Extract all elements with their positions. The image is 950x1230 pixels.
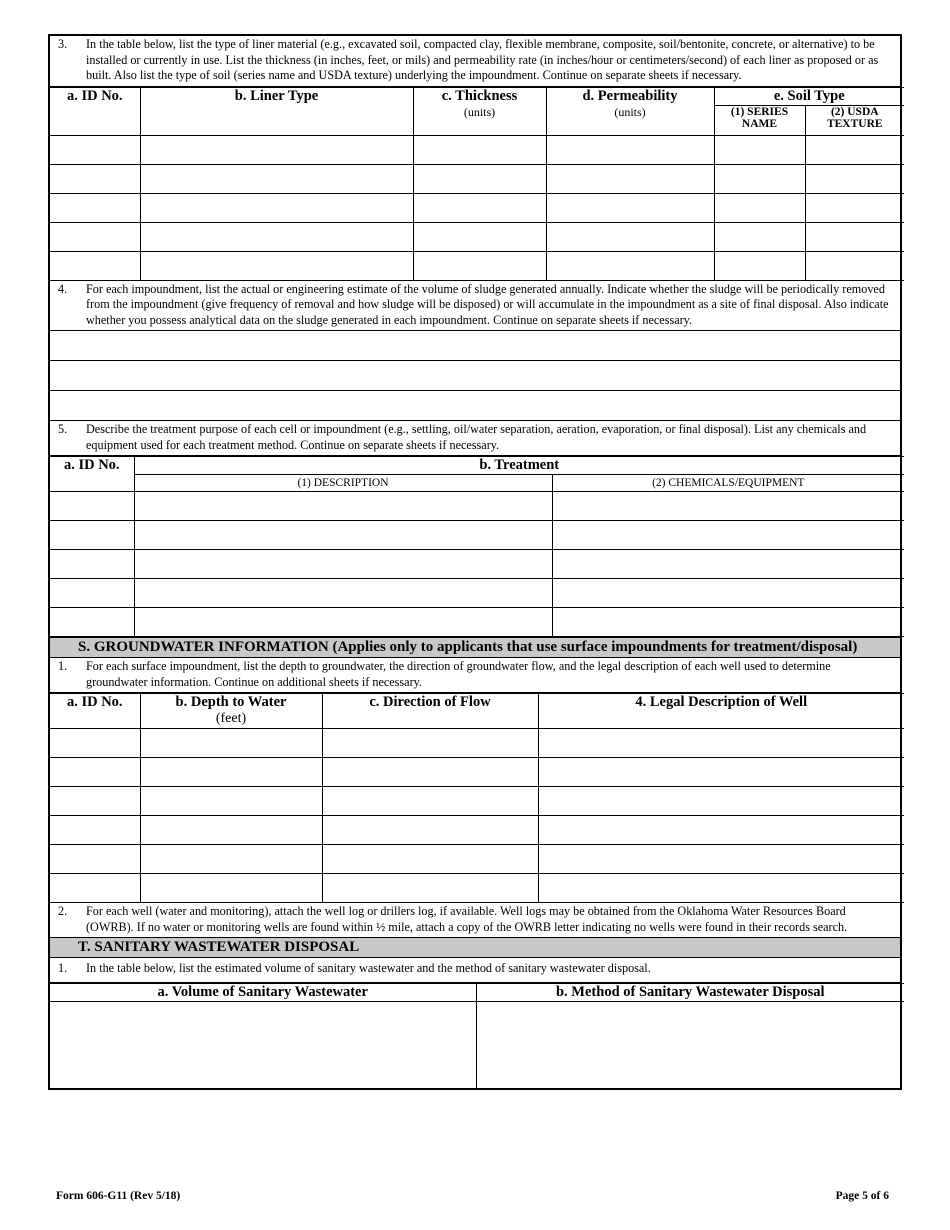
question-number: 5. [58, 422, 68, 436]
input-cell[interactable] [714, 251, 805, 280]
col-depth-to-water [140, 694, 322, 729]
table-row [50, 816, 904, 845]
col-chemicals-equipment: (2) CHEMICALS/EQUIPMENT [552, 475, 904, 492]
sanitary-table [50, 983, 904, 1088]
input-cell[interactable] [50, 729, 140, 758]
section-s-question-1 [50, 658, 900, 693]
input-cell[interactable] [134, 521, 552, 550]
input-cell[interactable] [552, 550, 904, 579]
input-cell[interactable] [50, 1001, 476, 1088]
input-cell[interactable] [50, 193, 140, 222]
table-row [50, 135, 904, 164]
input-cell[interactable] [134, 579, 552, 608]
col-legal-description: 4. Legal Description of Well [538, 694, 904, 729]
input-cell[interactable] [50, 874, 140, 903]
answer-line[interactable] [50, 331, 900, 361]
col-id: a. ID No. [50, 694, 140, 729]
table-row [50, 758, 904, 787]
thickness-label: c. Thickness [441, 87, 518, 104]
input-cell[interactable] [322, 874, 538, 903]
treatment-table [50, 456, 904, 637]
input-cell[interactable] [805, 135, 904, 164]
permit-form-page [48, 34, 902, 1090]
table-row [50, 787, 904, 816]
table-row [50, 251, 904, 280]
table-row [50, 579, 904, 608]
answer-line[interactable] [50, 361, 900, 391]
question-text: Describe the treatment purpose of each cell or impoundment (e.g., settling, oil/water separation, aeration, evaporation, or final disposal). List any chemicals and equipment used for each treatment method. Continue on separate sheets if necessary. [86, 422, 867, 452]
col-id: a. ID No. [50, 457, 134, 492]
input-cell[interactable] [714, 164, 805, 193]
input-cell[interactable] [50, 579, 134, 608]
question-number: 3. [58, 37, 68, 51]
input-cell[interactable] [546, 135, 714, 164]
table-row [50, 521, 904, 550]
input-cell[interactable] [552, 492, 904, 521]
input-cell[interactable] [413, 222, 546, 251]
input-cell[interactable] [413, 164, 546, 193]
input-cell[interactable] [140, 222, 413, 251]
thickness-units: (units) [463, 104, 496, 119]
input-cell[interactable] [413, 135, 546, 164]
input-cell[interactable] [538, 816, 904, 845]
col-method: b. Method of Sanitary Wastewater Disposal [476, 983, 904, 1001]
input-cell[interactable] [140, 845, 322, 874]
question-text: For each well (water and monitoring), attach the well log or drillers log, if available. Well logs may be obtained from the Oklahoma Water Resources Board (OWRB). If no water or monitoring wells are found within ½ mile, attach a copy of the OWRB letter indicating no wells were found in their records search. [86, 904, 848, 934]
input-cell[interactable] [538, 758, 904, 787]
input-cell[interactable] [140, 758, 322, 787]
table-row [50, 222, 904, 251]
input-cell[interactable] [50, 787, 140, 816]
input-cell[interactable] [140, 193, 413, 222]
section-t-header: T. SANITARY WASTEWATER DISPOSAL [50, 937, 900, 958]
col-thickness [413, 87, 546, 135]
input-cell[interactable] [50, 758, 140, 787]
table-row [50, 550, 904, 579]
input-cell[interactable] [805, 222, 904, 251]
permeability-units: (units) [614, 104, 646, 119]
col-liner-type: b. Liner Type [140, 87, 413, 135]
input-cell[interactable] [50, 135, 140, 164]
input-cell[interactable] [50, 816, 140, 845]
input-cell[interactable] [140, 729, 322, 758]
input-cell[interactable] [538, 845, 904, 874]
input-cell[interactable] [322, 845, 538, 874]
question-number: 1. [58, 961, 68, 975]
table-row [50, 845, 904, 874]
permeability-label: d. Permeability [582, 87, 678, 104]
question-text: In the table below, list the estimated volume of sanitary wastewater and the method of sanitary wastewater disposal. [86, 961, 651, 975]
input-cell[interactable] [140, 816, 322, 845]
groundwater-table [50, 693, 904, 903]
section-s-header: S. GROUNDWATER INFORMATION (Applies only to applicants that use surface impoundments for treatment/disposal) [50, 637, 900, 658]
table-row [50, 608, 904, 637]
input-cell[interactable] [552, 608, 904, 637]
question-4 [50, 281, 900, 332]
input-cell[interactable] [140, 135, 413, 164]
col-id: a. ID No. [50, 87, 140, 135]
section-t-question-1 [50, 958, 900, 983]
input-cell[interactable] [50, 550, 134, 579]
depth-units: (feet) [215, 711, 247, 726]
question-number: 4. [58, 281, 68, 296]
input-cell[interactable] [50, 845, 140, 874]
col-direction-of-flow: c. Direction of Flow [322, 694, 538, 729]
col-description: (1) DESCRIPTION [134, 475, 552, 492]
table-row [50, 874, 904, 903]
answer-line[interactable] [50, 391, 900, 421]
input-cell[interactable] [140, 164, 413, 193]
question-5 [50, 421, 900, 456]
input-cell[interactable] [805, 193, 904, 222]
input-cell[interactable] [50, 521, 134, 550]
input-cell[interactable] [134, 492, 552, 521]
input-cell[interactable] [714, 135, 805, 164]
input-cell[interactable] [546, 193, 714, 222]
input-cell[interactable] [140, 787, 322, 816]
input-cell[interactable] [546, 222, 714, 251]
input-cell[interactable] [134, 608, 552, 637]
input-cell[interactable] [805, 164, 904, 193]
question-number: 2. [58, 904, 68, 918]
question-number: 1. [58, 659, 68, 673]
input-cell[interactable] [538, 874, 904, 903]
input-cell[interactable] [322, 758, 538, 787]
depth-label: b. Depth to Water [175, 694, 287, 710]
col-volume: a. Volume of Sanitary Wastewater [50, 983, 476, 1001]
col-treatment: b. Treatment [134, 457, 904, 475]
input-cell[interactable] [50, 251, 140, 280]
page-number: Page 5 of 6 [835, 1190, 889, 1202]
question-text: For each impoundment, list the actual or engineering estimate of the volume of sludge generated annually. Indicate whether the sludge will be periodically removed from the impoundment (give frequency of removal and how sludge will be disposed) or will accumulate in the impoundment as a site of final disposal. Also indicate whether you possess analytical data on the sludge generated in each impoundment. Continue on separate sheets if necessary. [86, 281, 889, 327]
table-row [50, 729, 904, 758]
input-cell[interactable] [140, 251, 413, 280]
question-text: In the table below, list the type of liner material (e.g., excavated soil, compacted clay, flexible membrane, composite, soil/bentonite, concrete, or alternative) to be installed or currently in use. List the thickness (in inches, feet, or mils) and permeability rate (in inches/hour or centimeters/second) of each liner as proposed or as built. Also list the type of soil (series name and USDA texture) underlying the impoundment. Continue on separate sheets if necessary. [86, 37, 879, 82]
question-3 [50, 36, 900, 87]
input-cell[interactable] [50, 608, 134, 637]
input-cell[interactable] [714, 193, 805, 222]
table-row [50, 164, 904, 193]
input-cell[interactable] [322, 729, 538, 758]
input-cell[interactable] [322, 816, 538, 845]
input-cell[interactable] [134, 550, 552, 579]
input-cell[interactable] [322, 787, 538, 816]
section-s-question-2 [50, 903, 900, 937]
liner-table [50, 87, 904, 281]
col-permeability [546, 87, 714, 135]
input-cell[interactable] [538, 729, 904, 758]
question-text: For each surface impoundment, list the depth to groundwater, the direction of groundwater flow, and the legal description of each well used to determine groundwater information. Continue on additional sheets if necessary. [86, 659, 831, 689]
input-cell[interactable] [476, 1001, 904, 1088]
input-cell[interactable] [538, 787, 904, 816]
input-cell[interactable] [413, 193, 546, 222]
col-series-name: (1) SERIES NAME [714, 105, 805, 135]
input-cell[interactable] [546, 251, 714, 280]
col-soil-type: e. Soil Type [714, 87, 904, 105]
table-row [50, 193, 904, 222]
input-cell[interactable] [552, 579, 904, 608]
input-cell[interactable] [714, 222, 805, 251]
input-cell[interactable] [413, 251, 546, 280]
col-usda-texture: (2) USDA TEXTURE [805, 105, 904, 135]
input-cell[interactable] [546, 164, 714, 193]
table-row [50, 492, 904, 521]
form-number: Form 606-G11 (Rev 5/18) [56, 1190, 181, 1202]
input-cell[interactable] [50, 164, 140, 193]
input-cell[interactable] [50, 492, 134, 521]
input-cell[interactable] [50, 222, 140, 251]
input-cell[interactable] [140, 874, 322, 903]
input-cell[interactable] [552, 521, 904, 550]
input-cell[interactable] [805, 251, 904, 280]
